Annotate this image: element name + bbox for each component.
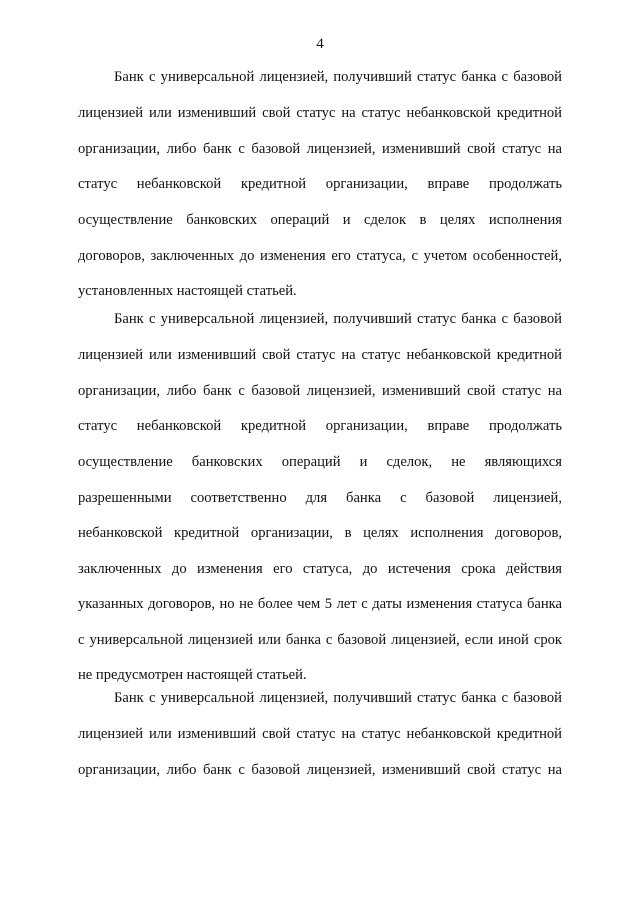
paragraph-line: с универсальной лицензией или банка с базовой лицензией, если иной срок <box>78 632 562 648</box>
paragraph-line: организации, либо банк с базовой лицензией, изменивший свой статус на <box>78 383 562 399</box>
paragraph-line: разрешенными соответственно для банка с базовой лицензией, <box>78 490 562 506</box>
page-number: 4 <box>316 36 324 52</box>
paragraph-line: указанных договоров, но не более чем 5 лет с даты изменения статуса банка <box>78 596 562 612</box>
paragraph-line: не предусмотрен настоящей статьей. <box>78 667 307 683</box>
paragraph-line: организации, либо банк с базовой лицензией, изменивший свой статус на <box>78 141 562 157</box>
paragraph-line: организации, либо банк с базовой лицензией, изменивший свой статус на <box>78 762 562 778</box>
paragraph-line: лицензией или изменивший свой статус на статус небанковской кредитной <box>78 347 562 363</box>
paragraph-line: заключенных до изменения его статуса, до истечения срока действия <box>78 561 562 577</box>
paragraph-line: Банк с универсальной лицензией, получивший статус банка с базовой <box>114 311 562 327</box>
paragraph-line: лицензией или изменивший свой статус на статус небанковской кредитной <box>78 105 562 121</box>
paragraph-line: осуществление банковских операций и сделок в целях исполнения <box>78 212 562 228</box>
paragraph-line: осуществление банковских операций и сделок, не являющихся <box>78 454 562 470</box>
paragraph-line: статус небанковской кредитной организации, вправе продолжать <box>78 176 562 192</box>
paragraph-line: договоров, заключенных до изменения его статуса, с учетом особенностей, <box>78 248 562 264</box>
paragraph-line: статус небанковской кредитной организации, вправе продолжать <box>78 418 562 434</box>
paragraph-line: установленных настоящей статьей. <box>78 283 297 299</box>
paragraph-line: лицензией или изменивший свой статус на статус небанковской кредитной <box>78 726 562 742</box>
paragraph-line: небанковской кредитной организации, в целях исполнения договоров, <box>78 525 562 541</box>
paragraph-line: Банк с универсальной лицензией, получивший статус банка с базовой <box>114 69 562 85</box>
paragraph-line: Банк с универсальной лицензией, получивший статус банка с базовой <box>114 690 562 706</box>
